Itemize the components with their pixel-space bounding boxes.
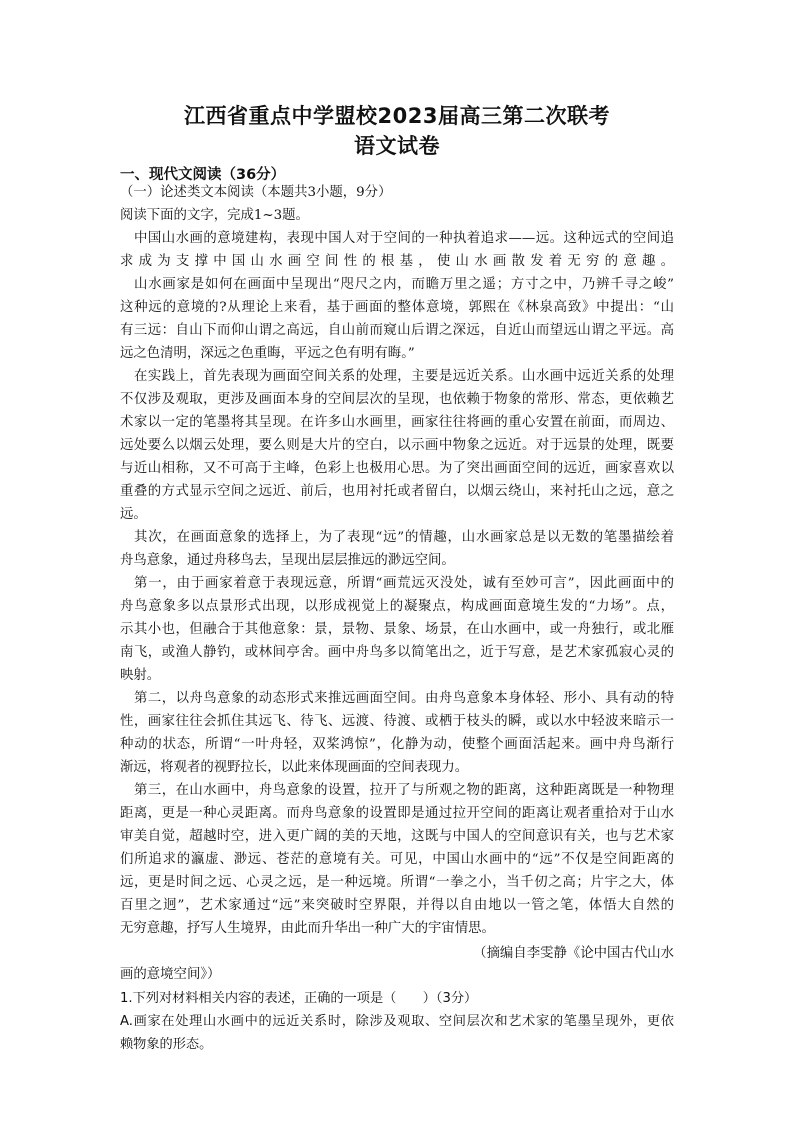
section-heading: 一、现代文阅读（36分） bbox=[120, 167, 286, 183]
article-line: 与近山相称，又不可高于主峰，色彩上也极用心思。为了突出画面空间的远近，画家喜欢以 bbox=[120, 461, 674, 476]
reading-instruction: 阅读下面的文字，完成1~3题。 bbox=[120, 208, 309, 223]
article-line: 这种远的意境的?从理论上来看，基于画面的整体意境，郭熙在《林泉高致》中提出：“山 bbox=[120, 300, 674, 315]
article-line: 求成为支撑中国山水画空间性的根基，使山水画散发着无穷的意趣。 bbox=[120, 254, 674, 269]
article-line: 渐远，将观者的视野拉长，以此来体现画面的空间表现力。 bbox=[120, 760, 469, 775]
article-line: 种动的状态，所谓“一叶舟轻，双桨鸿惊”，化静为动，使整个画面活起来。画中舟鸟渐行 bbox=[120, 737, 674, 752]
article-line: 第二，以舟鸟意象的动态形式来推远画面空间。由舟鸟意象本身体轻、形小、具有动的特 bbox=[134, 691, 674, 706]
article-line: 性，画家往往会抓住其远飞、待飞、远渡、待渡、或栖于枝头的瞬，或以水中轻波来暗示一 bbox=[120, 714, 674, 729]
article-line: 舟鸟意象，通过舟移鸟去，呈现出层层推远的渺远空间。 bbox=[120, 553, 455, 568]
article-line: 审美自觉，超越时空，进入更广阔的美的天地，这既与中国人的空间意识有关，也与艺术家 bbox=[120, 829, 674, 844]
article-line: 不仅涉及观取，更涉及画面本身的空间层次的呈现，也依赖于物象的常形、常态，更依赖艺 bbox=[120, 392, 674, 407]
article-line: 山水画家是如何在画面中呈现出“咫尺之内，而瞻万里之遥；方寸之中，乃辨千寻之峻” bbox=[134, 277, 674, 292]
exam-subtitle: 语文试卷 bbox=[354, 134, 440, 158]
article-line: 中国山水画的意境建构，表现中国人对于空间的一种执着追求——远。这种远式的空间追 bbox=[134, 231, 674, 246]
article-line: 舟鸟意象多以点景形式出现，以形成视觉上的凝聚点，构成画面意境生发的“力场”。点， bbox=[120, 599, 674, 614]
article-line: 远处要么以烟云处理，要么则是大片的空白，以示画中物象之远近。对于远景的处理，既要 bbox=[120, 438, 674, 453]
article-line: 无穷意趣，抒写人生境界，由此而升华出一种广大的宇宙情思。 bbox=[120, 921, 495, 936]
question-1-option-a: A.画家在处理山水画中的远近关系时，除涉及观取、空间层次和艺术家的笔墨呈现外，更依 bbox=[120, 1014, 674, 1029]
article-line: 示其小也，但融合于其他意象：景，景物、景象、场景，在山水画中，或一舟独行，或北雁 bbox=[120, 622, 674, 637]
article-line: 远。 bbox=[120, 507, 147, 522]
article-line: 在实践上，首先表现为画面空间关系的处理，主要是远近关系。山水画中远近关系的处理 bbox=[134, 369, 674, 384]
sub-heading: （一）论述类文本阅读（本题共3小题，9分） bbox=[120, 185, 392, 200]
article-line: 们所追求的瀛虚、渺远、苍茫的意境有关。可见，中国山水画中的“远”不仅是空间距离的 bbox=[120, 852, 674, 867]
article-line: 远之色清明，深远之色重晦，平远之色有明有晦。” bbox=[120, 346, 415, 361]
article-source-cont: 画的意境空间》） bbox=[120, 967, 221, 982]
exam-title: 江西省重点中学盟校2023届高三第二次联考 bbox=[184, 104, 610, 128]
question-1-option-a-cont: 赖物象的形态。 bbox=[120, 1037, 213, 1052]
article-line: 有三远：自山下而仰山谓之高远，自山前而窥山后谓之深远，自近山而望远山谓之平远。高 bbox=[120, 323, 674, 338]
question-1-stem: 1.下列对材料相关内容的表述，正确的一项是（ ）（3分） bbox=[120, 991, 478, 1006]
article-line: 第三，在山水画中，舟鸟意象的设置，拉开了与所观之物的距离，这种距离既是一种物理 bbox=[134, 783, 674, 798]
article-line: 映射。 bbox=[120, 668, 161, 683]
article-line: 重叠的方式显示空间之远近、前后，也用衬托或者留白，以烟云绕山，来衬托山之远，意之 bbox=[120, 484, 674, 499]
article-line: 第一，由于画家着意于表现远意，所谓“画荒远灭没处，诚有至妙可言”，因此画面中的 bbox=[134, 576, 674, 591]
article-line: 其次，在画面意象的选择上，为了表现“远”的情趣，山水画家总是以无数的笔墨描绘着 bbox=[134, 530, 674, 545]
article-line: 南飞，或渔人静钓，或林间亭舍。画中舟鸟多以简笔出之，近于写意，是艺术家孤寂心灵的 bbox=[120, 645, 674, 660]
article-line: 术家以一定的笔墨将其呈现。在许多山水画里，画家往往将画的重心安置在前面，而周边、 bbox=[120, 415, 674, 430]
article-line: 距离，更是一种心灵距离。而舟鸟意象的设置即是通过拉开空间的距离让观者重拾对于山水 bbox=[120, 806, 674, 821]
article-line: 百里之迥”，艺术家通过“远”来突破时空界限，并得以自由地以一管之笔，体悟大自然的 bbox=[120, 898, 674, 913]
article-line: 远，更是时间之远、心灵之远，是一种远境。所谓“一拳之小，当千仞之高；片宇之大，体 bbox=[120, 875, 674, 890]
article-source: （摘编自李雯静《论中国古代山水 bbox=[473, 946, 674, 961]
